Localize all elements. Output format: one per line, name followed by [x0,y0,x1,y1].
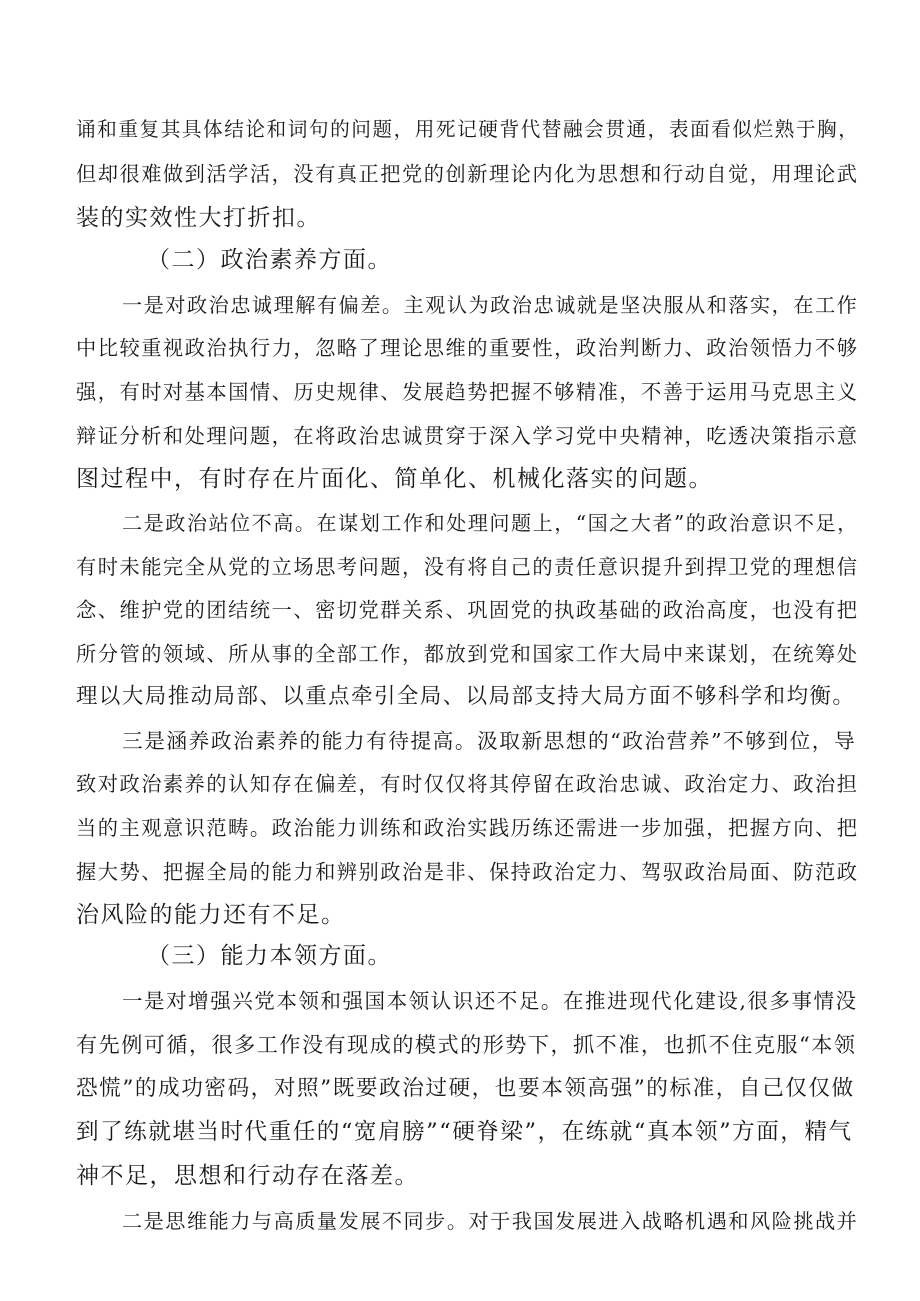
paragraph-line: 念、维护党的团结统一、密切党群关系、巩固党的执政基础的政治高度，也没有把 [76,598,859,622]
paragraph-line: 诵和重复其具体结论和词句的问题，用死记硬背代替融会贯通，表面看似烂熟于胸， [76,118,860,141]
paragraph-line: 理以大局推动局部、以重点牵引全局、以局部支持大局方面不够科学和均衡。 [76,684,856,709]
paragraph-line: 辩证分析和处理问题，在将政治忠诚贯穿于深入学习党中央精神，吃透决策指示意 [76,424,859,448]
paragraph-line: 所分管的领域、所从事的全部工作，都放到党和国家工作大局中来谋划，在统筹处 [76,642,859,666]
paragraph-line: 一是对政治忠诚理解有偏差。主观认为政治忠诚就是坚决服从和落实，在工作 [122,293,859,317]
paragraph-line: 神不足，思想和行动存在落差。 [76,1163,419,1189]
paragraph-line: 握大势、把握全局的能力和辨别政治是非、保持政治定力、驾驭政治局面、防范政 [76,860,859,884]
section-heading-political-quality: （二）政治素养方面。 [147,247,392,273]
paragraph-line: 有先例可循，很多工作没有现成的模式的形势下，抓不准，也抓不住克服“本领 [76,1032,857,1057]
paragraph-line: 致对政治素养的认知存在偏差，有时仅仅将其停留在政治忠诚、政治定力、政治担 [76,772,859,796]
paragraph-line: 到了练就堪当时代重任的“宽肩膀”“硬脊梁”，在练就“真本领”方面，精气 [76,1119,853,1145]
paragraph-line: 有时未能完全从党的立场思考问题，没有将自己的责任意识提升到捍卫党的理想信 [76,555,859,579]
paragraph-line: 图过程中，有时存在片面化、简单化、机械化落实的问题。 [76,466,713,492]
paragraph-line: 强，有时对基本国情、历史规律、发展趋势把握不够精准，不善于运用马克思主义 [76,380,859,404]
paragraph-line: 治风险的能力还有不足。 [76,902,346,928]
section-heading-ability: （三）能力本领方面。 [147,943,392,969]
paragraph-line: 当的主观意识范畴。政治能力训练和政治实践历练还需进一步加强，把握方向、把 [76,816,859,840]
paragraph-line: 二是政治站位不高。在谋划工作和处理问题上，“国之大者”的政治意识不足， [122,511,859,535]
paragraph-line: 一是对增强兴党本领和强国本领认识还不足。在推进现代化建设,很多事情没 [122,989,858,1013]
paragraph-line: 中比较重视政治执行力，忽略了理论思维的重要性，政治判断力、政治领悟力不够 [76,336,859,360]
paragraph-line: 恐慌”的成功密码，对照”既要政治过硬，也要本领高强”的标准，自己仅仅做 [76,1076,855,1101]
paragraph-line: 装的实效性大打折扣。 [76,205,321,231]
paragraph-line: 三是涵养政治素养的能力有待提高。汲取新思想的“政治营养”不够到位，导 [122,729,857,753]
paragraph-line: 但却很难做到活学活，没有真正把党的创新理论内化为思想和行动自觉，用理论武 [76,162,859,186]
paragraph-line: 二是思维能力与高质量发展不同步。对于我国发展进入战略机遇和风险挑战并 [122,1209,859,1233]
